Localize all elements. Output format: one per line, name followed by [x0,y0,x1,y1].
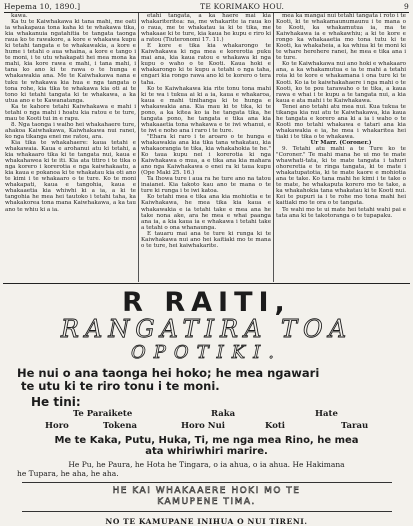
ad-item: Tarau [341,421,369,431]
ad-detail-line-2: he Tupara, he aha, he aha. [17,469,119,478]
article-paragraph: E tauaru mai ana te ture ki runga ki te Kaiwhakawa nui ano hei kaitiaki mo te mana o te ture, hei kaiwhakarite. [141,230,271,249]
article-paragraph: Ka tu te Kaiwhakawa ki tana mahi, me oati ia whakapaua tona kaha ki te whakawa tika, kia whakanuia ngatahitia te tangata taonga raua ko te rawakore, a kore e whakawa kupu ki tetahi tangata e te whakawakia, a kore e hume i tetahi o aua whaina, a kore e tango i te moni, i te utu whakapati hei mea mona ka mahi, kia kore rawa e mahi, i tana mahi, i tana ko ano ki te rawa o te hunga e whakawakia ana. Me te Kaiwhakawa nana e tuku te whakawa kia hua e nga tangata o tona rohe, kia tika te whakawa kia oti ai te tono ki tetahi tangata ki te whakawa, a ka utua ano e te Kawanatanga. [5,19,136,104]
article-column-1 [3,13,138,282]
ad-tagline-1: He nui o ana taonga hei hoko; he mea ngawari [17,366,320,380]
ad-merchant-name: R RAITI, [122,287,291,318]
article-paragraph: Ta Ihowa ture i aua ra he ture ano na tatou inaianei. Kia takoto kau ano te mana o te ture ki runga i te iwi katoa. [141,176,271,195]
ad-item: Te Paraikete [73,409,133,419]
article-paragraph: etahi tangata, a ka haere mai kia whakariteritea: na, me whakarite ia raua ko o raua, me te whakatau ia ki te tika, me whakaae ki te ture, kia kaua he kupu e riro ki a ratou (Tiuteronomi 17. 11.) [141,13,271,44]
ad-item: Hate [315,409,338,419]
ad-item: Raka [211,409,236,419]
article-paragraph: Ko te Kaiwhakawa nui ano hoki e whakaaro ana, a ka whakamutua e ia te mahi a tetahi roia ki te kore e whakamana i ona ture ki te Kooti. Ko ia te kaiwhakahaere i nga mahi o te Kooti, ko te pou tarawaho o te tika, a kaua rawa e whai i te kupu a te tangata nui, a kia kaua e ata mahi i te Kaiwhakawa. [276,61,406,104]
header-page-number: 9 [404,2,409,11]
ad-item: Horo [45,421,69,431]
article-paragraph: E kore e tika kia whakarongo te Kaiwhakawa ki nga mea e korerotia puku mai ana, kia kaua ratou e whakawa ki nga kupu o waho o te Kooti. Kaua hoki e whakarongo ki te kupu a tetahi o nga taha, engari kia rongo rawa ano ki te korero o tera taha. [141,43,271,86]
article-paragraph: Ka te kahore tetahi Kaiwhakawa e mahi i tetahi o nga mahi i hoatu kia ratou e te ture, mau te Kooti tui in e rapu. [5,103,136,122]
article-column-2 [138,13,273,282]
ad-list-heading: He tini: [31,395,81,409]
ad-banner [22,482,392,512]
ad-banner-line-1: HE KAI WHAKAAERE HOKI MO TE [112,486,301,496]
ad-item: Horo Nui [181,421,225,431]
article-paragraph: Ko te Kaiwhakawa kia rite tonu tona mahi ki te wa i tukua ai ki a ia, kaua e whakaroa, kaua e mahi tinihanga ki te hunga e whakawakia ana. Kia mau ki te tika, ki te pono, a ka kitea ko ia he tangata tika, he tangata pono, he tangata e tika ana kia whakaaetia tona whakawa e te iwi whanui, e te iwi e noho ana i raro i te ture. [141,85,271,134]
article-column-3 [273,13,408,282]
ad-title: RANGATIRA TOA [60,315,353,343]
article-paragraph: "Ehara ki raro i te aroaro o te hunga e whakawakia ana kia tika tana whakatau, kia whakaorangia te tika, kia whakahokia te he." Ko taua kupu nei i korerotia ki nga Kaiwhakawa o mua, a e tika ana kia mahara ano nga Kaiwhakawa o enei ra ki taua kupu (Ope Maki 25. 16.) [141,133,271,177]
ad-item: Tokena [103,421,138,431]
section-divider [3,283,410,284]
ad-main-line-1: Me te Kaka, Putu, Huka, Ti, me nga mea Rino, he mea [54,435,359,446]
article-paragraph: Ur Marr. (Coroner.) [310,139,372,146]
article-paragraph: kawa. [11,13,28,19]
ad-location: OPOTIKI. [130,342,283,363]
article-paragraph: Ko tetahi mea e tika ana kia mohiotia e te Kaiwhakawa, he mea tika kia kaua e whakawakia e ia tetahi take e mea ana he take nona ake, ara he mea e whai paanga ana ia, a kia kaua ia e whakawa i tetahi take a tetahi o ona whanaunga. [141,194,271,231]
article-paragraph: Kia tika te whakahaere: kaua tetahi e whakawaia. Kaua e arohanui atu ki tetahi, a kia whakaaro tika ki te tangata nui, kaua e whakahawea ki te iti. Kia ata titiro i te tika o nga korero i korerotia e nga kaiwhakaatu, a kia kaua e pokanoa ki te whakatau kia oti ano te kimi i te whakaaro o te ture. Ko te moni whakapati, kaua e tangohia, kaua e whakaaetia kia whiwhi ki a ia, a ki te tangohia he mea hei tautoko i tetahi taha, ka whakakorea tona mana Kaiwhakawa, a ka tau ano te whiu ki a ia. [5,139,136,213]
page-header [4,1,409,13]
header-title: TE KORIMAKO HOU. [200,2,285,11]
ad-banner-line-2: KAMUPENE TIMA. [157,497,256,507]
ad-footer: NO TE KAMUPANE INIHUA O NUI TIRENI. [105,517,308,526]
ad-item-list [3,409,410,435]
ad-tagline-2: te utu ki te riro tonu i te moni. [21,379,220,393]
ad-item: Koti [265,421,286,431]
header-date: Hepema 10, 1890.] [4,2,81,11]
advertisement [3,287,410,526]
article-columns [3,13,410,282]
article-paragraph: 8. Nga taonga i waiho hei whakahaere ture, ahakoa Kaiwhakawa, Kaiwhakawa nui ranei, ko nga tikanga enei me ratou, ara. [5,121,136,140]
article-paragraph: mea ka mangai nui tetahi tangata i roto i te Kooti, ki te whakamaunumaunu i te mana o te Kooti, ka whakamutua ia, ma te Kaiwhakawa ia e whakawhiu; a ki te kore e rongo ka whakaaetia mo tona tutu ki te Kooti, ka whakaheia, a ka whiua ki te moni ki te whare herehere ranei, he mea e tika ana i te ture. [276,13,406,62]
article-paragraph: 9. Tetahi atu mahi a te Ture ko te "Coroner." Te mahi mana he ui mo te mate whawhati-tata, ki te mate tangata i tahuri ohoreretia e te ringa tangata, ki te mate i whakatupatotia, ki te mate kaore e mohiotia ana te take. Ko tana mahi he kimi i te take o te mate, he whakaputa korero mo te take, a ka whakahokia tana whakatau ki te Kooti nui. Kei te pupuri ia i te rohe mo tona mahi hei kaitiaki mo te ora o te tangata. [276,146,406,207]
ad-detail-line-1: He Pu, he Paura, he Hota he Tingara, o ia ahua, o ia ahua. He Hakimana [68,460,345,469]
ad-main-line-2: ata whiriwhiri marire. [145,446,268,457]
article-paragraph: Tenei ano tetahi atu mea nui. Kua tukua te tikanga kia nui atu te Kaiwhakawa, kia kaua he tangata e korero ana ki a ia i waho o te Kooti mo tetahi whakawa e tatari ana kia whakawakia e ia, he mea i whakaritea hei tiaki i te tika o te whakawa. [276,103,406,140]
article-paragraph: Te wahi mo te ui mate hei tetahi wahi pai e tata ana ki te takotoranga o te tupapaku. [276,206,406,219]
